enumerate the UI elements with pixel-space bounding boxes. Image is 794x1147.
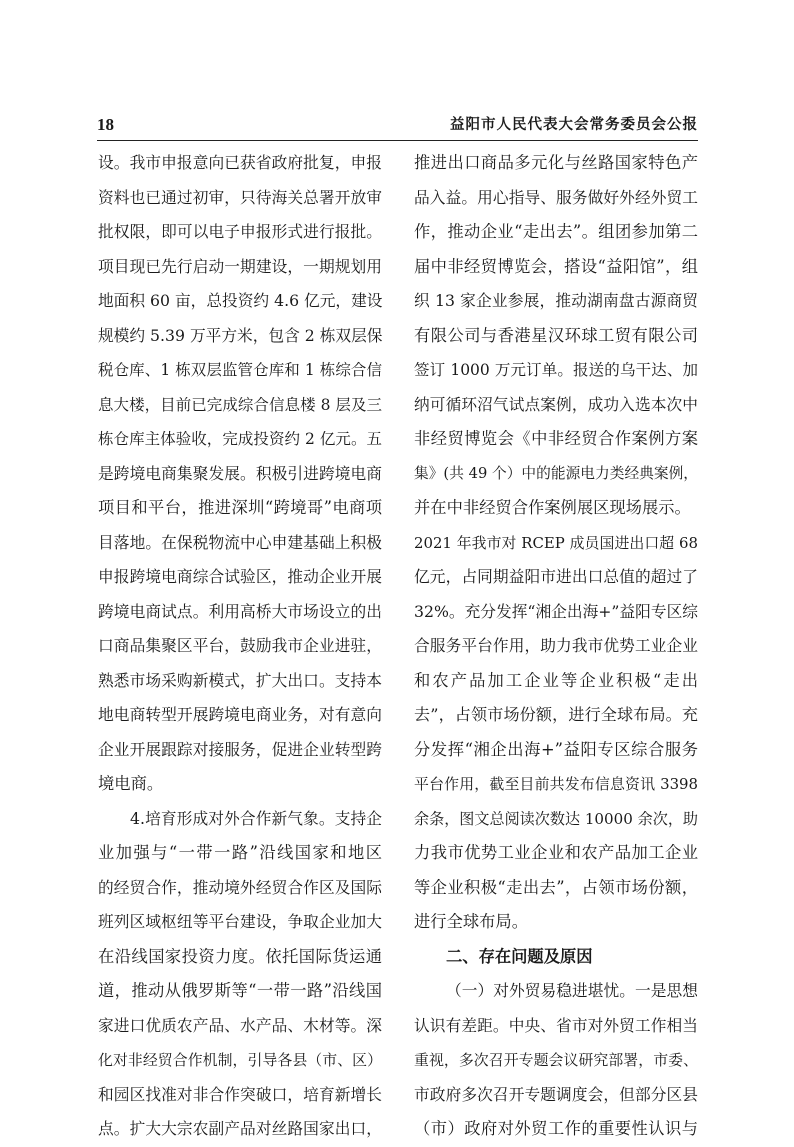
- text-line: 规模约 5.39 万平方米，包含 2 栋双层保: [98, 325, 383, 345]
- text-line: 税仓库、1 栋双层监管仓库和 1 栋综合信: [98, 361, 382, 379]
- text-line: 有限公司与香港星汉环球工贸有限公司: [414, 325, 698, 345]
- text-line: 并在中非经贸合作案例展区现场展示。: [414, 498, 691, 517]
- text-line: 32%。充分发挥“湘企出海+”益阳专区综: [414, 601, 698, 621]
- text-line: 熟悉市场采购新模式，扩大出口。支持本: [98, 670, 382, 690]
- text-line: 分发挥“湘企出海+”益阳专区综合服务: [414, 739, 698, 759]
- text-line: 届中非经贸博览会，搭设“益阳馆”，组: [414, 256, 698, 276]
- text-line: 点。扩大大宗农副产品对丝路国家出口，: [98, 1119, 382, 1138]
- journal-title: 益阳市人民代表大会常务委员会公报: [450, 117, 698, 133]
- text-line: 目落地。在保税物流中心申建基础上积极: [98, 532, 382, 552]
- text-line: 地电商转型开展跨境电商业务，对有意向: [98, 705, 382, 724]
- text-line: 4.培育形成对外合作新气象。支持企: [130, 808, 382, 828]
- text-line: 地面积 60 亩，总投资约 4.6 亿元，建设: [98, 291, 383, 310]
- text-line: 推进出口商品多元化与丝路国家特色产: [414, 153, 698, 172]
- subsection-heading-line: （一）对外贸易稳进堪忧。一是思想: [446, 981, 698, 1000]
- section-heading: 二、存在问题及原因: [446, 946, 593, 966]
- text-line: 项目现已先行启动一期建设，一期规划用: [98, 256, 382, 276]
- text-line: 合服务平台作用，助力我市优势工业企业: [414, 636, 698, 655]
- text-line: 和园区找准对非合作突破口，培育新增长: [98, 1084, 382, 1104]
- text-line: 平台作用，截至目前共发布信息资讯 3398: [414, 775, 698, 793]
- text-line: 进行全球布局。: [414, 912, 528, 931]
- text-line: 道，推动从俄罗斯等“一带一路”沿线国: [98, 981, 382, 1000]
- text-line: 等企业积极“走出去”，占领市场份额，: [414, 877, 698, 897]
- text-line: 化对非经贸合作机制，引导各县（市、区）: [98, 1051, 382, 1069]
- text-line: 市政府多次召开专题调度会，但部分区县: [414, 1084, 698, 1104]
- text-line: 集》(共 49 个）中的能源电力类经典案例，: [414, 464, 698, 482]
- header-rule: [97, 140, 698, 141]
- text-line: 跨境电商试点。利用高桥大市场设立的出: [98, 601, 382, 621]
- text-line: 和农产品加工企业等企业积极“走出: [414, 670, 698, 690]
- left-column: [98, 146, 382, 1147]
- text-line: 重视，多次召开专题会议研究部署，市委、: [414, 1051, 698, 1069]
- text-line: 设。我市申报意向已获省政府批复，申报: [98, 153, 382, 172]
- text-line: 业加强与“一带一路”沿线国家和地区: [98, 843, 382, 862]
- page-number: 18: [97, 115, 114, 134]
- text-line: 力我市优势工业企业和农产品加工企业: [414, 843, 698, 862]
- text-line: 班列区域枢纽等平台建设，争取企业加大: [98, 912, 382, 931]
- text-line: 品入益。用心指导、服务做好外经外贸工: [414, 187, 698, 207]
- text-line: 去”，占领市场份额，进行全球布局。充: [414, 705, 698, 724]
- text-line: 非经贸博览会《中非经贸合作案例方案: [414, 429, 698, 448]
- text-line: 2021 年我市对 RCEP 成员国进出口超 68: [414, 533, 698, 552]
- text-line: 签订 1000 万元订单。报送的乌干达、加: [414, 361, 698, 379]
- text-line: 余条，图文总阅读次数达 10000 余次，助: [414, 809, 699, 828]
- right-column: [414, 146, 698, 1147]
- text-line: 栋仓库主体验收，完成投资约 2 亿元。五: [98, 430, 382, 448]
- text-line: 织 13 家企业参展，推动湖南盘古源商贸: [414, 291, 698, 310]
- text-line: 家进口优质农产品、水产品、木材等。深: [98, 1015, 382, 1035]
- text-line: （市）政府对外贸工作的重要性认识与: [414, 1119, 698, 1138]
- text-line: 口商品集聚区平台，鼓励我市企业进驻，: [98, 636, 382, 655]
- page-header: [97, 112, 698, 138]
- text-line: 的经贸合作，推动境外经贸合作区及国际: [98, 877, 382, 897]
- text-line: 息大楼，目前已完成综合信息楼 8 层及三: [98, 395, 382, 414]
- text-line: 在沿线国家投资力度。依托国际货运通: [98, 946, 382, 966]
- text-line: 项目和平台，推进深圳“跨境哥”电商项: [98, 498, 382, 517]
- text-line: 认识有差距。中央、省市对外贸工作相当: [414, 1015, 698, 1035]
- text-line: 资料也已通过初审，只待海关总署开放审: [98, 187, 382, 207]
- text-line: 企业开展跟踪对接服务，促进企业转型跨: [98, 739, 382, 759]
- text-line: 批权限，即可以电子申报形式进行报批。: [98, 222, 382, 241]
- text-line: 是跨境电商集聚发展。积极引进跨境电商: [98, 463, 382, 483]
- text-line: 作，推动企业“走出去”。组团参加第二: [414, 222, 698, 241]
- text-line: 申报跨境电商综合试验区，推动企业开展: [98, 567, 382, 586]
- text-line: 纳可循环沼气试点案例，成功入选本次中: [414, 394, 698, 414]
- text-line: 亿元，占同期益阳市进出口总值的超过了: [414, 567, 698, 586]
- text-line: 境电商。: [98, 774, 164, 793]
